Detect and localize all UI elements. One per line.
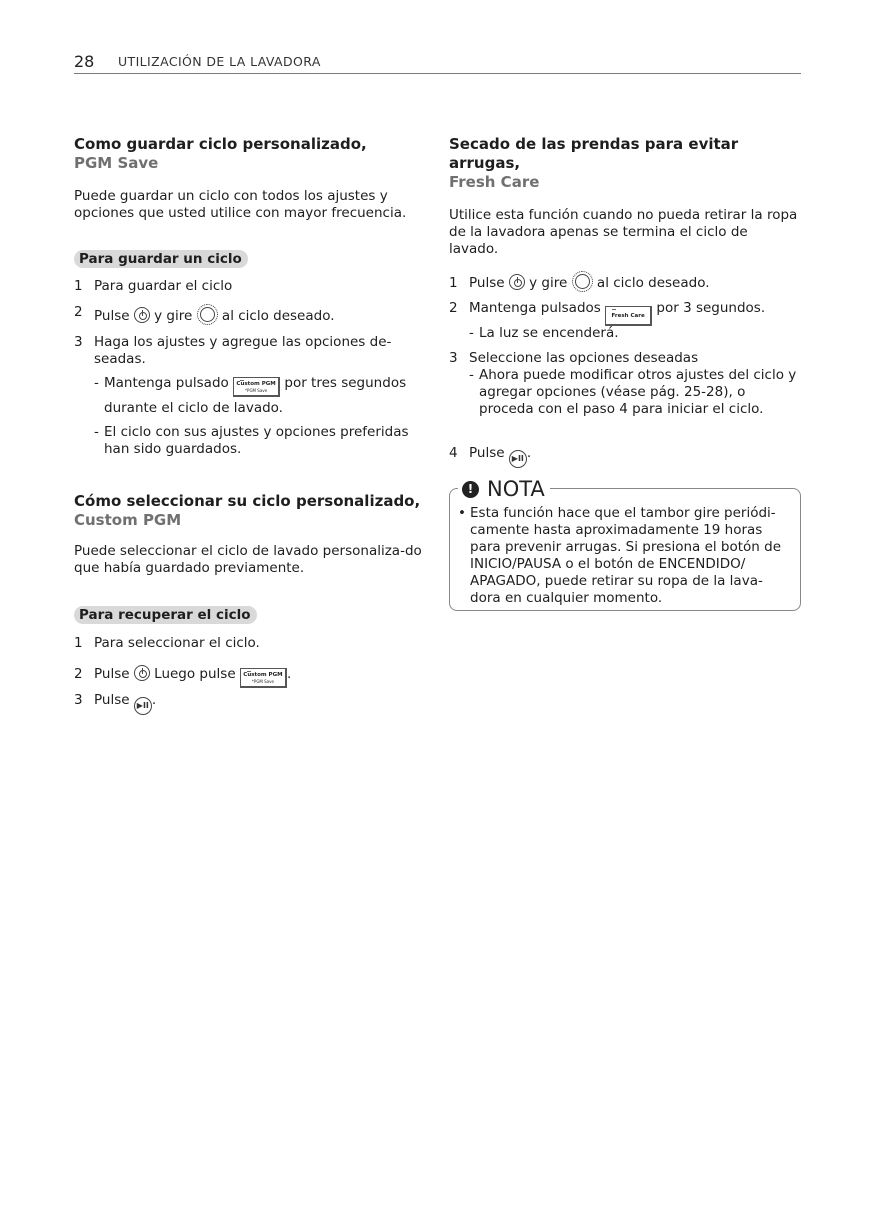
custom-pgm-subtitle: Custom PGM	[74, 511, 182, 529]
fresh-care-intro: Utilice esta función cuando no pueda retirar la ropa de la lavadora apenas se termina el ciclo de lavado.	[449, 207, 798, 257]
recover-step-1	[74, 635, 426, 652]
custom-pgm-button-icon	[240, 668, 287, 688]
step-number: 3	[74, 334, 83, 350]
note-text: Mantenga pulsado	[104, 375, 229, 391]
button-label: Fresh Care	[611, 313, 645, 319]
note-header	[458, 477, 550, 501]
custom-pgm-heading: Cómo seleccionar su ciclo personalizado,	[74, 492, 421, 510]
step-text: Para guardar el ciclo	[94, 278, 233, 294]
step-text: Pulse	[94, 692, 130, 708]
fresh-step-4	[449, 445, 801, 468]
step-text: Haga los ajustes y agregue las opciones de-seadas.	[94, 334, 392, 367]
step-text: Seleccione las opciones deseadas	[469, 350, 699, 366]
note-text: Ahora puede modificar otros ajustes del ciclo y agregar opciones (véase pág. 25-28), o proceda con el paso 4 para iniciar el ciclo.	[479, 367, 797, 417]
start-pause-icon: ▶II	[509, 450, 527, 468]
save-cycle-pill: Para guardar un ciclo	[74, 250, 248, 268]
step-3-note	[469, 367, 801, 418]
pgm-save-section	[74, 135, 426, 458]
step-number: 3	[74, 692, 83, 708]
pgm-save-subtitle: PGM Save	[74, 154, 159, 172]
note-body	[458, 505, 792, 607]
note-box	[449, 477, 801, 611]
cycle-dial-icon	[572, 271, 593, 292]
step-number: 2	[74, 666, 83, 682]
period: .	[526, 445, 532, 461]
step-text: Mantenga pulsados	[469, 300, 601, 316]
step-text: Pulse	[469, 445, 505, 461]
dash-marker: -	[94, 424, 99, 440]
fresh-step-3	[449, 350, 801, 418]
step-text: por 3 segundos.	[656, 300, 766, 316]
pgm-save-heading: Como guardar ciclo personalizado,	[74, 135, 367, 153]
custom-pgm-button-icon	[233, 377, 280, 397]
step-2-note	[469, 326, 801, 341]
page-number: 28	[74, 52, 95, 71]
left-column	[74, 135, 426, 715]
save-step-2	[74, 304, 426, 325]
cycle-dial-icon	[197, 304, 218, 325]
button-label: Custom PGM	[243, 672, 283, 678]
note-bullet	[458, 505, 792, 607]
recover-step-2	[74, 662, 426, 688]
note-text: El ciclo con sus ajustes y opciones preferidas han sido guardados.	[104, 424, 409, 457]
period: .	[286, 666, 292, 682]
step-number: 1	[74, 635, 83, 651]
fresh-step-2	[449, 299, 801, 341]
dash-marker: -	[469, 325, 474, 341]
bullet-marker: •	[458, 505, 466, 521]
fresh-care-button-icon	[605, 306, 652, 326]
fresh-step-1	[449, 271, 801, 295]
step-number: 2	[449, 300, 458, 316]
step-3-note-2	[94, 424, 426, 458]
save-step-3	[74, 334, 426, 458]
page-header	[74, 52, 801, 74]
save-step-1	[74, 278, 426, 295]
button-sublabel: *PGM Save	[245, 388, 268, 393]
step-text: y gire	[154, 308, 193, 324]
step-number: 3	[449, 350, 458, 366]
step-3-note-1	[94, 372, 426, 419]
button-sublabel: *PGM Save	[251, 679, 274, 684]
fresh-care-subtitle: Fresh Care	[449, 173, 540, 191]
fresh-care-heading: Secado de las prendas para evitar arrugas,	[449, 135, 739, 172]
right-column	[449, 135, 801, 468]
alert-icon: !	[462, 481, 479, 498]
note-text: por tres segundos durante el ciclo de lavado.	[104, 375, 407, 416]
note-text: Esta función hace que el tambor gire periódi-camente hasta aproximadamente 19 horas para prevenir arrugas. Si presiona el botón de INICIO/PAUSA o el botón de ENCENDIDO/ APAGADO, puede retirar su ropa de la lava-dora en cualquier momento.	[470, 505, 782, 606]
step-text: y gire	[529, 275, 568, 291]
step-text: Pulse	[94, 666, 130, 682]
note-text: La luz se encenderá.	[479, 325, 619, 341]
dash-marker: -	[94, 375, 99, 391]
custom-pgm-intro: Puede seleccionar el ciclo de lavado personaliza-do que había guardado previamente.	[74, 543, 422, 576]
step-number: 1	[74, 278, 83, 294]
step-text: al ciclo deseado.	[221, 308, 335, 324]
section-title: UTILIZACIÓN DE LA LAVADORA	[118, 54, 321, 69]
pgm-save-intro: Puede guardar un ciclo con todos los ajustes y opciones que usted utilice con mayor frecuencia.	[74, 188, 407, 221]
step-text: al ciclo deseado.	[596, 275, 710, 291]
step-text: Pulse	[469, 275, 505, 291]
custom-pgm-section	[74, 492, 426, 715]
button-label: Custom PGM	[236, 381, 276, 387]
start-pause-icon: ▶II	[134, 697, 152, 715]
step-number: 2	[74, 304, 83, 320]
step-text: Para seleccionar el ciclo.	[94, 635, 260, 651]
recover-step-3	[74, 692, 426, 715]
power-button-icon	[134, 665, 150, 681]
period: .	[151, 692, 157, 708]
power-button-icon	[134, 307, 150, 323]
step-text: Pulse	[94, 308, 130, 324]
note-title: NOTA	[487, 477, 545, 501]
dash-marker: -	[469, 367, 474, 383]
step-text: Luego pulse	[154, 666, 236, 682]
recover-cycle-pill: Para recuperar el ciclo	[74, 606, 257, 624]
step-number: 4	[449, 445, 458, 461]
step-number: 1	[449, 275, 458, 291]
power-button-icon	[509, 274, 525, 290]
